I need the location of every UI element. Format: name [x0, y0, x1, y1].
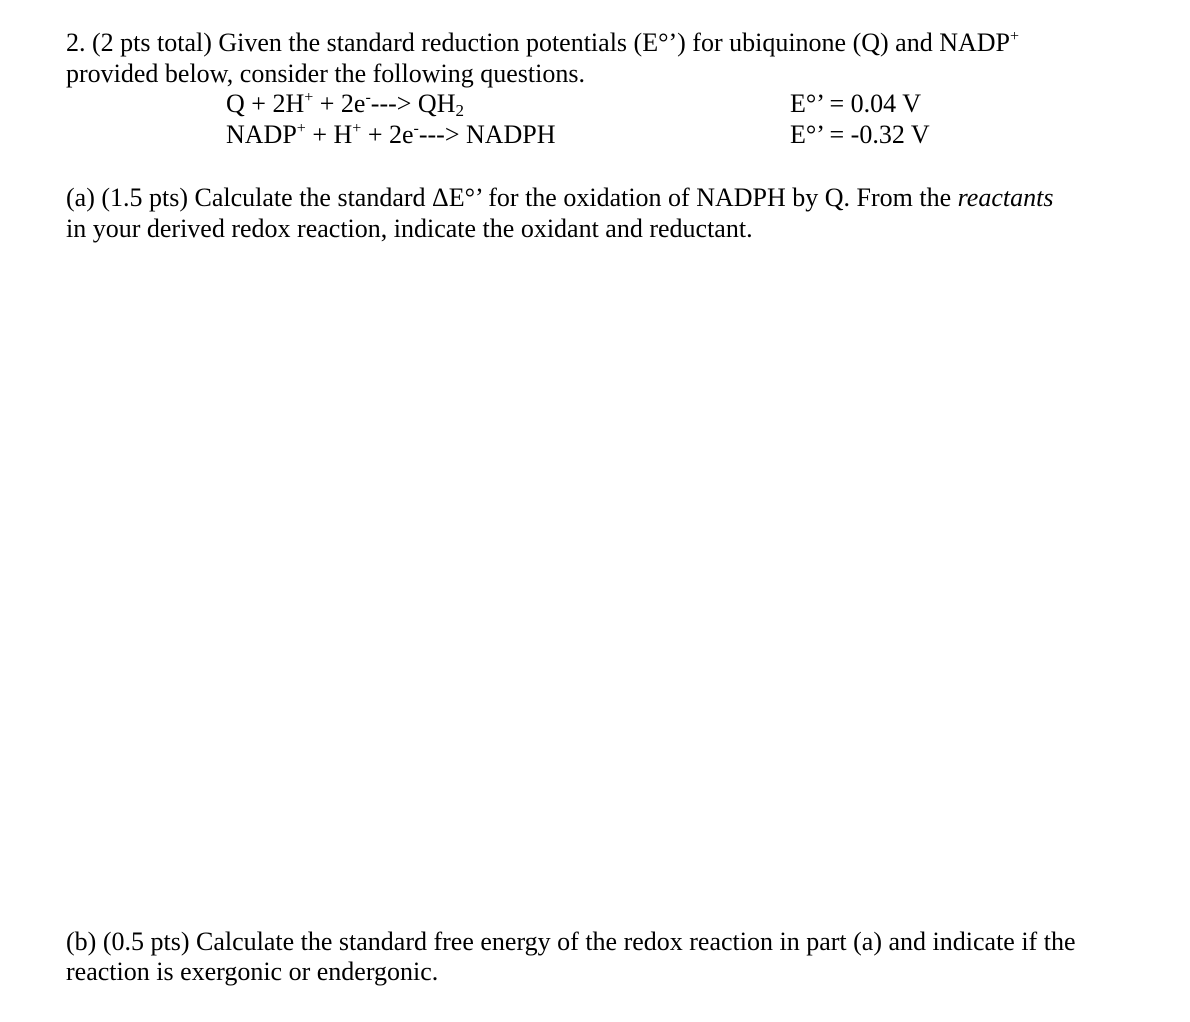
reaction-2-part-b: + 2e	[361, 120, 414, 149]
answer-space-a	[66, 250, 1116, 920]
potential-2-value: = -0.32 V	[829, 120, 930, 149]
reaction-2-electron-charge: -	[413, 120, 419, 137]
question-intro-text: 2. (2 pts total) Given the standard reduction potentials (E°’) for ubiquinone (Q) and NADP	[66, 28, 1011, 57]
part-b-line-2: reaction is exergonic or endergonic.	[66, 957, 439, 986]
reaction-2-proton: + H	[305, 120, 353, 149]
reaction-ubiquinone	[226, 89, 464, 123]
reaction-2-part-a: NADP	[226, 120, 297, 149]
reaction-1-product-subscript: 2	[455, 101, 464, 120]
part-a-text: (a) (1.5 pts) Calculate the standard ΔE°’ for the oxidation of NADPH by Q. From the	[66, 183, 958, 212]
potential-nadp	[790, 120, 930, 150]
reaction-1-electron-charge: -	[365, 89, 371, 106]
potential-2-label: E°’	[790, 120, 824, 149]
part-b-line-1: (b) (0.5 pts) Calculate the standard free energy of the redox reaction in part (a) and indicate if the	[66, 927, 1076, 956]
potential-1-value: = 0.04 V	[829, 89, 921, 118]
part-a-italic-reactants: reactants	[957, 183, 1054, 212]
reaction-1-part-a: Q + 2H	[226, 89, 305, 118]
question-intro-line-1	[66, 28, 1019, 62]
potential-1-label: E°’	[790, 89, 824, 118]
question-intro-line-2: provided below, consider the following questions.	[66, 59, 585, 88]
reaction-2-nadp-charge: +	[296, 120, 306, 137]
reaction-1-part-b: + 2e	[313, 89, 366, 118]
nadp-plus-superscript: +	[1010, 28, 1020, 45]
part-a-line-2: in your derived redox reaction, indicate the oxidant and reductant.	[66, 214, 753, 243]
reaction-nadp	[226, 120, 556, 154]
potential-ubiquinone	[790, 89, 921, 119]
reaction-2-product: ---> NADPH	[418, 120, 556, 149]
reaction-1-product: ---> QH	[370, 89, 456, 118]
part-a-line-1	[66, 183, 1053, 213]
reaction-2-proton-charge: +	[352, 120, 362, 137]
reaction-1-proton-charge: +	[304, 89, 314, 106]
